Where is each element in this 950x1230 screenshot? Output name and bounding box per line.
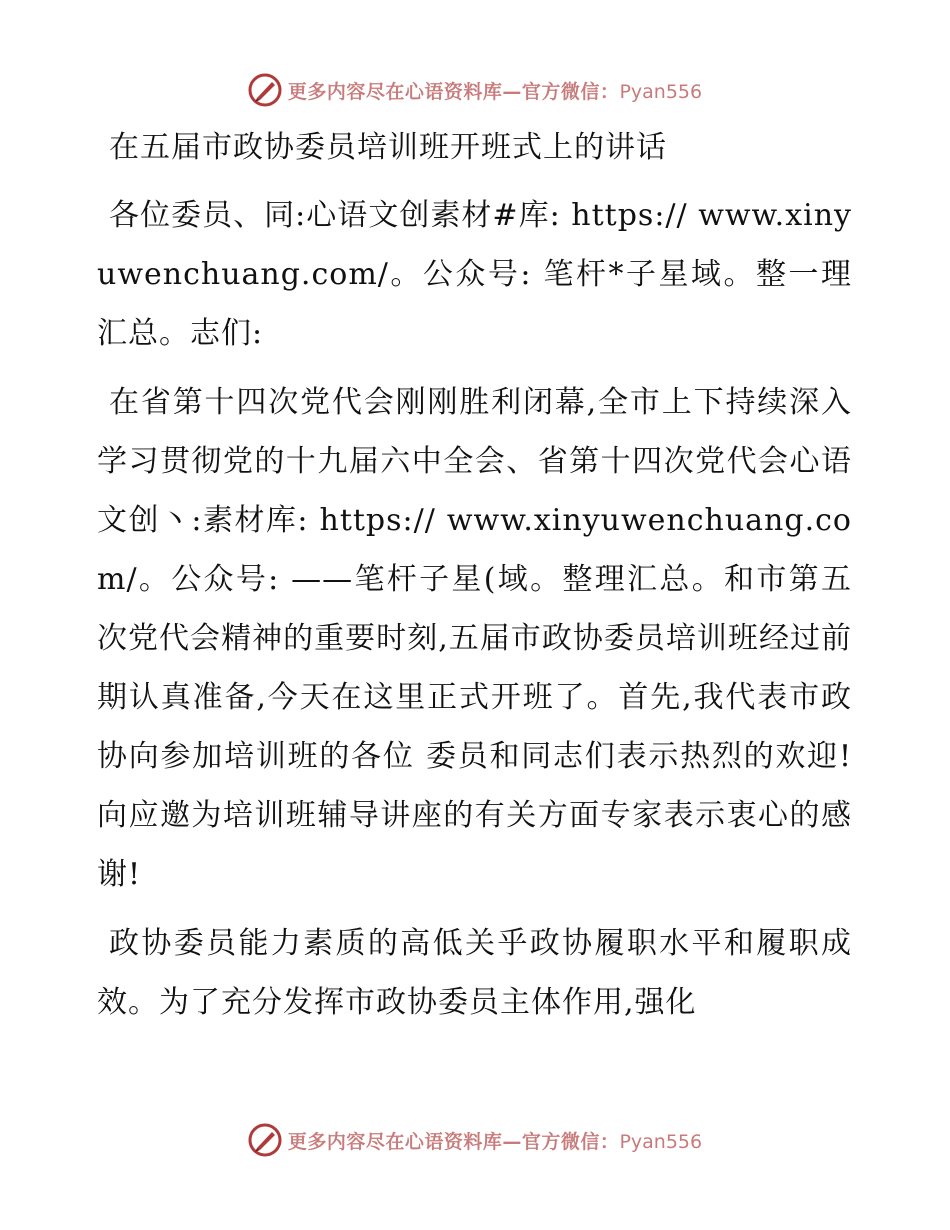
watermark-text: 更多内容尽在心语资料库—官方微信：Pyan556: [287, 1130, 703, 1153]
paragraph-opening: 在省第十四次党代会刚刚胜利闭幕,全市上下持续深入学习贯彻党的十九届六中全会、省第十四次党代会心语文创丶:素材库: https:// www.xinyuwenchuang.com/。公众号: ——笔杆子星(域。整理汇总。和市第五次党代会精神的重要时刻,五届市政协委员培训班经过前期认真准备,今天在这里正式开班了。首先,我代表市政协向参加培训班的各位 委员和同志们表示热烈的欢迎! 向应邀为培训班辅导讲座的有关方面专家表示衷心的感谢!: [97, 385, 852, 892]
quill-seal-icon: [248, 73, 282, 107]
footer-watermark: [0, 1120, 950, 1160]
document-body: [97, 120, 852, 1032]
header-watermark: [0, 70, 950, 110]
document-title: 在五届市政协委员培训班开班式上的讲话: [109, 130, 667, 165]
paragraph-salutation: 各位委员、同:心语文创素材#库: https:// www.xinyuwenchuang.com/。公众号: 笔杆*子星域。整一理汇总。志们:: [97, 198, 852, 351]
watermark-text: 更多内容尽在心语资料库—官方微信：Pyan556: [287, 80, 703, 103]
quill-seal-icon: [248, 1123, 282, 1157]
paragraph-purpose: 政协委员能力素质的高低关乎政协履职水平和履职成效。为了充分发挥市政协委员主体作用,强化: [97, 926, 852, 1020]
